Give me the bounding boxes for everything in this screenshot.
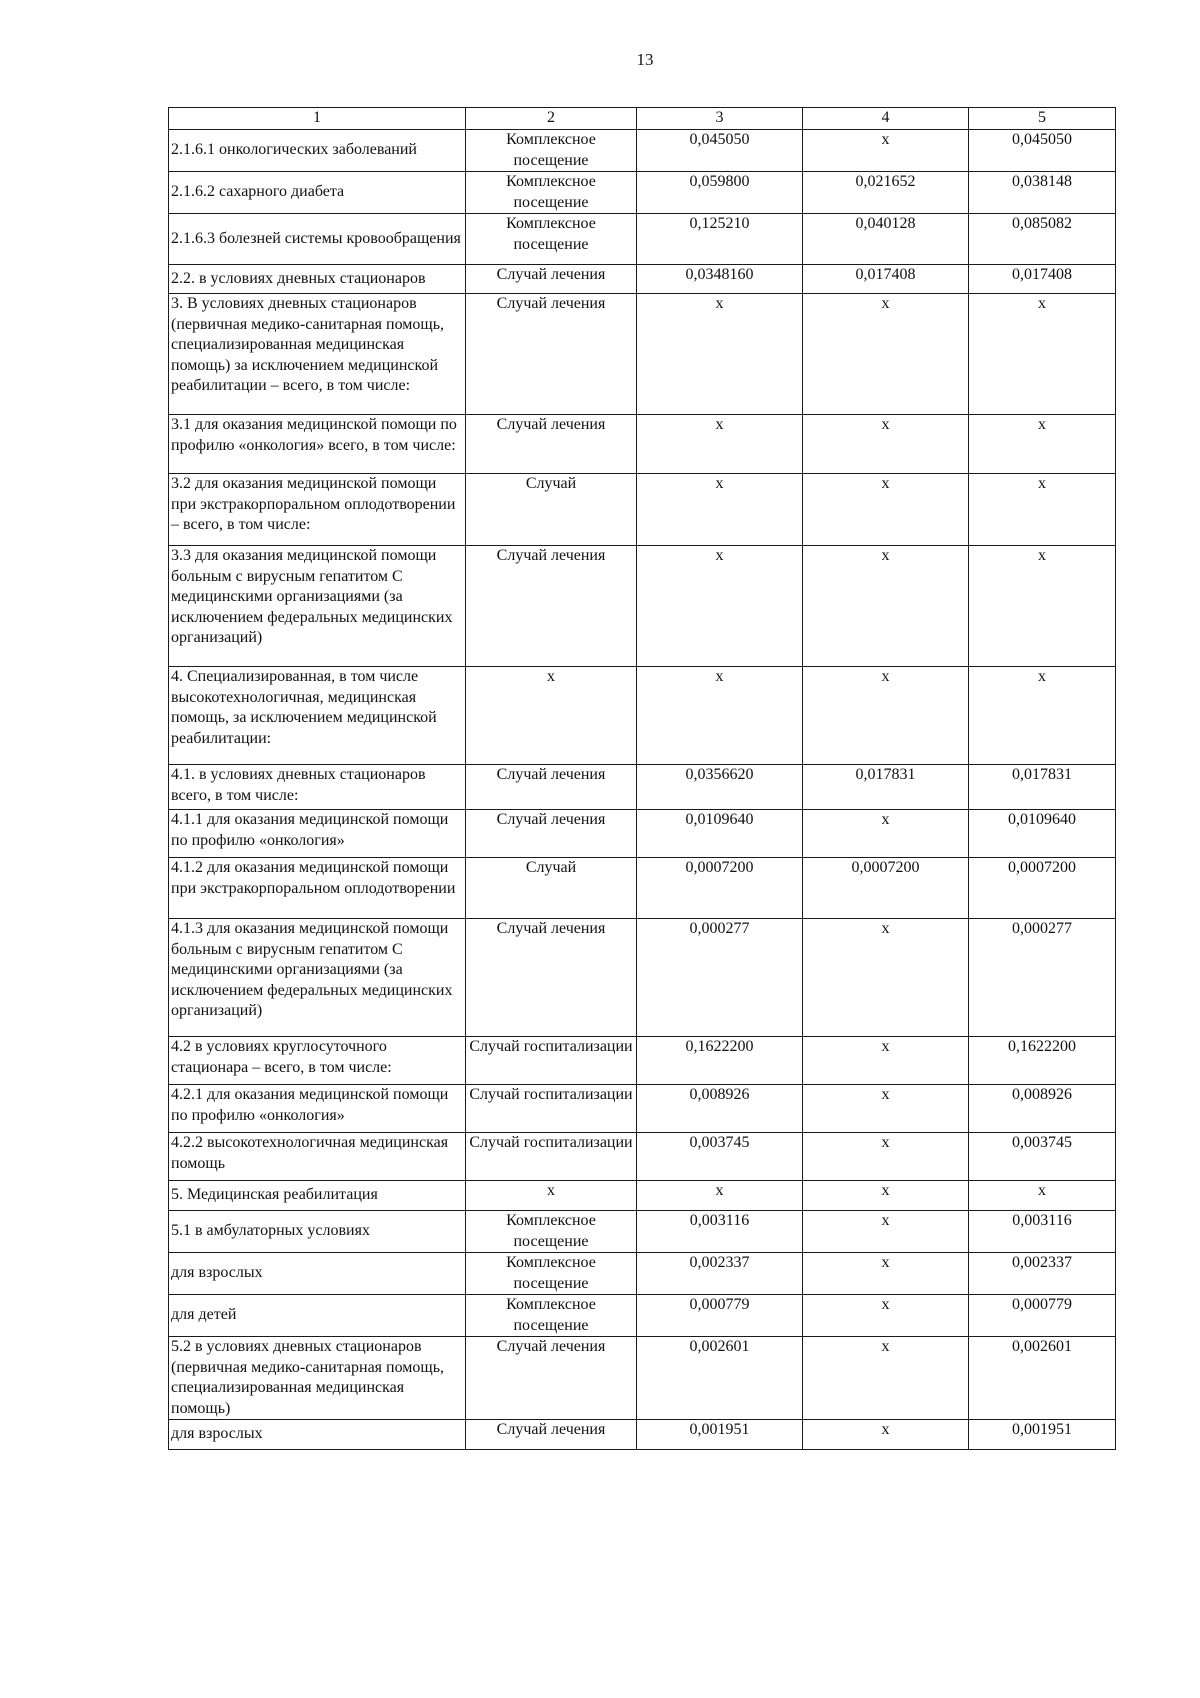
- table-cell-c5: х: [969, 667, 1116, 765]
- table-cell-c5: х: [969, 474, 1116, 546]
- table-cell-c3: 0,003116: [637, 1211, 803, 1253]
- table-cell-c5: х: [969, 294, 1116, 415]
- table-cell-c4: х: [803, 1337, 969, 1420]
- table-cell-c2: х: [466, 667, 637, 765]
- table-row: [169, 474, 1116, 546]
- table-cell-c5: 0,008926: [969, 1085, 1116, 1133]
- table-cell-c1: 4.2.1 для оказания медицинской помощи по профилю «онкология»: [169, 1085, 466, 1133]
- table-cell-c4: 0,0007200: [803, 858, 969, 919]
- table-cell-c3: 0,000779: [637, 1295, 803, 1337]
- table-row: [169, 1133, 1116, 1181]
- table-row: [169, 214, 1116, 265]
- table-cell-c2: Случай лечения: [466, 415, 637, 474]
- table-cell-c2: Случай лечения: [466, 765, 637, 810]
- table-cell-c3: 0,008926: [637, 1085, 803, 1133]
- header-cell-4: 4: [803, 108, 969, 130]
- table-cell-c5: 0,003745: [969, 1133, 1116, 1181]
- table-cell-c3: х: [637, 667, 803, 765]
- table-cell-c2: Случай лечения: [466, 294, 637, 415]
- table-cell-c5: 0,002601: [969, 1337, 1116, 1420]
- table-cell-c2: Комплексное посещение: [466, 1295, 637, 1337]
- table-cell-c1: 4.1.2 для оказания медицинской помощи при экстракорпоральном оплодотворении: [169, 858, 466, 919]
- table-cell-c1: 3.3 для оказания медицинской помощи больным с вирусным гепатитом С медицинскими организациями (за исключением федеральных медицинских организаций): [169, 546, 466, 667]
- table-cell-c4: х: [803, 474, 969, 546]
- table-cell-c4: 0,040128: [803, 214, 969, 265]
- table-cell-c3: 0,1622200: [637, 1037, 803, 1085]
- table-cell-c1: 3.2 для оказания медицинской помощи при экстракорпоральном оплодотворении – всего, в том числе:: [169, 474, 466, 546]
- table-cell-c2: Случай госпитализации: [466, 1037, 637, 1085]
- table-row: [169, 1253, 1116, 1295]
- table-row: [169, 1295, 1116, 1337]
- table-cell-c2: Случай лечения: [466, 1420, 637, 1450]
- table-row: [169, 265, 1116, 294]
- table-cell-c2: Комплексное посещение: [466, 172, 637, 214]
- table-row: [169, 1337, 1116, 1420]
- table-cell-c4: 0,017831: [803, 765, 969, 810]
- table-row: [169, 667, 1116, 765]
- table-cell-c3: 0,059800: [637, 172, 803, 214]
- table-cell-c1: 2.2. в условиях дневных стационаров: [169, 265, 466, 294]
- table-cell-c4: х: [803, 1085, 969, 1133]
- table-cell-c4: 0,017408: [803, 265, 969, 294]
- table-cell-c1: 3. В условиях дневных стационаров (первичная медико-санитарная помощь, специализированная медицинская помощь) за исключением медицинской реабилитации – всего, в том числе:: [169, 294, 466, 415]
- table-cell-c3: 0,0109640: [637, 810, 803, 858]
- table-cell-c4: х: [803, 294, 969, 415]
- table-cell-c1: для взрослых: [169, 1253, 466, 1295]
- table-cell-c1: 4.1.1 для оказания медицинской помощи по профилю «онкология»: [169, 810, 466, 858]
- header-cell-1: 1: [169, 108, 466, 130]
- table-cell-c3: х: [637, 415, 803, 474]
- table-cell-c2: Случай лечения: [466, 1337, 637, 1420]
- table-cell-c1: 2.1.6.3 болезней системы кровообращения: [169, 214, 466, 265]
- table-cell-c3: 0,000277: [637, 919, 803, 1037]
- table-row: [169, 1181, 1116, 1211]
- table-cell-c5: 0,045050: [969, 130, 1116, 172]
- table-cell-c2: Случай лечения: [466, 919, 637, 1037]
- table-cell-c5: 0,001951: [969, 1420, 1116, 1450]
- table-cell-c1: 4. Специализированная, в том числе высокотехнологичная, медицинская помощь, за исключением медицинской реабилитации:: [169, 667, 466, 765]
- table-cell-c4: 0,021652: [803, 172, 969, 214]
- table-cell-c2: х: [466, 1181, 637, 1211]
- table-row: [169, 858, 1116, 919]
- table-row: [169, 172, 1116, 214]
- table-cell-c5: 0,038148: [969, 172, 1116, 214]
- table-cell-c3: х: [637, 294, 803, 415]
- table-cell-c1: 4.2 в условиях круглосуточного стационара – всего, в том числе:: [169, 1037, 466, 1085]
- table-cell-c4: х: [803, 919, 969, 1037]
- table-row: [169, 1211, 1116, 1253]
- table-cell-c5: 0,0109640: [969, 810, 1116, 858]
- table-cell-c2: Комплексное посещение: [466, 130, 637, 172]
- header-cell-5: 5: [969, 108, 1116, 130]
- table-cell-c4: х: [803, 1133, 969, 1181]
- table-row: [169, 294, 1116, 415]
- table-cell-c1: 2.1.6.2 сахарного диабета: [169, 172, 466, 214]
- table-cell-c5: 0,000277: [969, 919, 1116, 1037]
- table-cell-c2: Случай лечения: [466, 546, 637, 667]
- table-cell-c5: х: [969, 1181, 1116, 1211]
- table-cell-c1: 4.1. в условиях дневных стационаров всего, в том числе:: [169, 765, 466, 810]
- table-row: [169, 765, 1116, 810]
- table-cell-c1: 5. Медицинская реабилитация: [169, 1181, 466, 1211]
- table-cell-c4: х: [803, 1211, 969, 1253]
- table-cell-c3: 0,002337: [637, 1253, 803, 1295]
- table-row: [169, 919, 1116, 1037]
- table-cell-c3: х: [637, 1181, 803, 1211]
- table-row: [169, 1085, 1116, 1133]
- table-cell-c5: 0,003116: [969, 1211, 1116, 1253]
- table-cell-c1: для взрослых: [169, 1420, 466, 1450]
- table-cell-c4: х: [803, 810, 969, 858]
- table-cell-c1: 3.1 для оказания медицинской помощи по профилю «онкология» всего, в том числе:: [169, 415, 466, 474]
- table-cell-c1: 4.2.2 высокотехнологичная медицинская помощь: [169, 1133, 466, 1181]
- table-cell-c2: Комплексное посещение: [466, 1211, 637, 1253]
- table-cell-c4: х: [803, 1181, 969, 1211]
- header-cell-2: 2: [466, 108, 637, 130]
- table-header-row: [169, 108, 1116, 130]
- table-row: [169, 1037, 1116, 1085]
- table-row: [169, 1420, 1116, 1450]
- table-cell-c3: 0,045050: [637, 130, 803, 172]
- table-cell-c4: х: [803, 667, 969, 765]
- table-cell-c4: х: [803, 546, 969, 667]
- table-cell-c2: Случай лечения: [466, 810, 637, 858]
- table-cell-c4: х: [803, 415, 969, 474]
- table-cell-c1: для детей: [169, 1295, 466, 1337]
- data-table: [168, 107, 1116, 1450]
- table-cell-c3: 0,0348160: [637, 265, 803, 294]
- table-cell-c2: Случай: [466, 858, 637, 919]
- page-number: 13: [636, 50, 654, 69]
- table-cell-c5: 0,1622200: [969, 1037, 1116, 1085]
- table-cell-c4: х: [803, 1295, 969, 1337]
- table-cell-c5: х: [969, 415, 1116, 474]
- table-cell-c4: х: [803, 130, 969, 172]
- table-row: [169, 546, 1116, 667]
- table-cell-c1: 2.1.6.1 онкологических заболеваний: [169, 130, 466, 172]
- table-cell-c5: 0,002337: [969, 1253, 1116, 1295]
- table-cell-c5: х: [969, 546, 1116, 667]
- table-cell-c3: 0,002601: [637, 1337, 803, 1420]
- table-cell-c5: 0,017408: [969, 265, 1116, 294]
- table-cell-c3: х: [637, 546, 803, 667]
- table-cell-c1: 5.1 в амбулаторных условиях: [169, 1211, 466, 1253]
- table-row: [169, 810, 1116, 858]
- table-cell-c3: 0,125210: [637, 214, 803, 265]
- table-row: [169, 130, 1116, 172]
- table-cell-c4: х: [803, 1420, 969, 1450]
- table-cell-c2: Случай: [466, 474, 637, 546]
- table-cell-c5: 0,000779: [969, 1295, 1116, 1337]
- table-cell-c3: 0,0007200: [637, 858, 803, 919]
- table-cell-c3: 0,003745: [637, 1133, 803, 1181]
- table-cell-c2: Случай госпитализации: [466, 1085, 637, 1133]
- table-cell-c1: 4.1.3 для оказания медицинской помощи больным с вирусным гепатитом С медицинскими организациями (за исключением федеральных медицинских организаций): [169, 919, 466, 1037]
- table-cell-c5: 0,017831: [969, 765, 1116, 810]
- table-cell-c5: 0,0007200: [969, 858, 1116, 919]
- header-cell-3: 3: [637, 108, 803, 130]
- table-cell-c2: Комплексное посещение: [466, 1253, 637, 1295]
- table-cell-c2: Случай госпитализации: [466, 1133, 637, 1181]
- table-cell-c5: 0,085082: [969, 214, 1116, 265]
- table-cell-c4: х: [803, 1037, 969, 1085]
- table-cell-c2: Случай лечения: [466, 265, 637, 294]
- table-cell-c4: х: [803, 1253, 969, 1295]
- table-cell-c3: х: [637, 474, 803, 546]
- table-cell-c2: Комплексное посещение: [466, 214, 637, 265]
- table-cell-c3: 0,001951: [637, 1420, 803, 1450]
- table-row: [169, 415, 1116, 474]
- table-cell-c1: 5.2 в условиях дневных стационаров (первичная медико-санитарная помощь, специализированная медицинская помощь): [169, 1337, 466, 1420]
- table-cell-c3: 0,0356620: [637, 765, 803, 810]
